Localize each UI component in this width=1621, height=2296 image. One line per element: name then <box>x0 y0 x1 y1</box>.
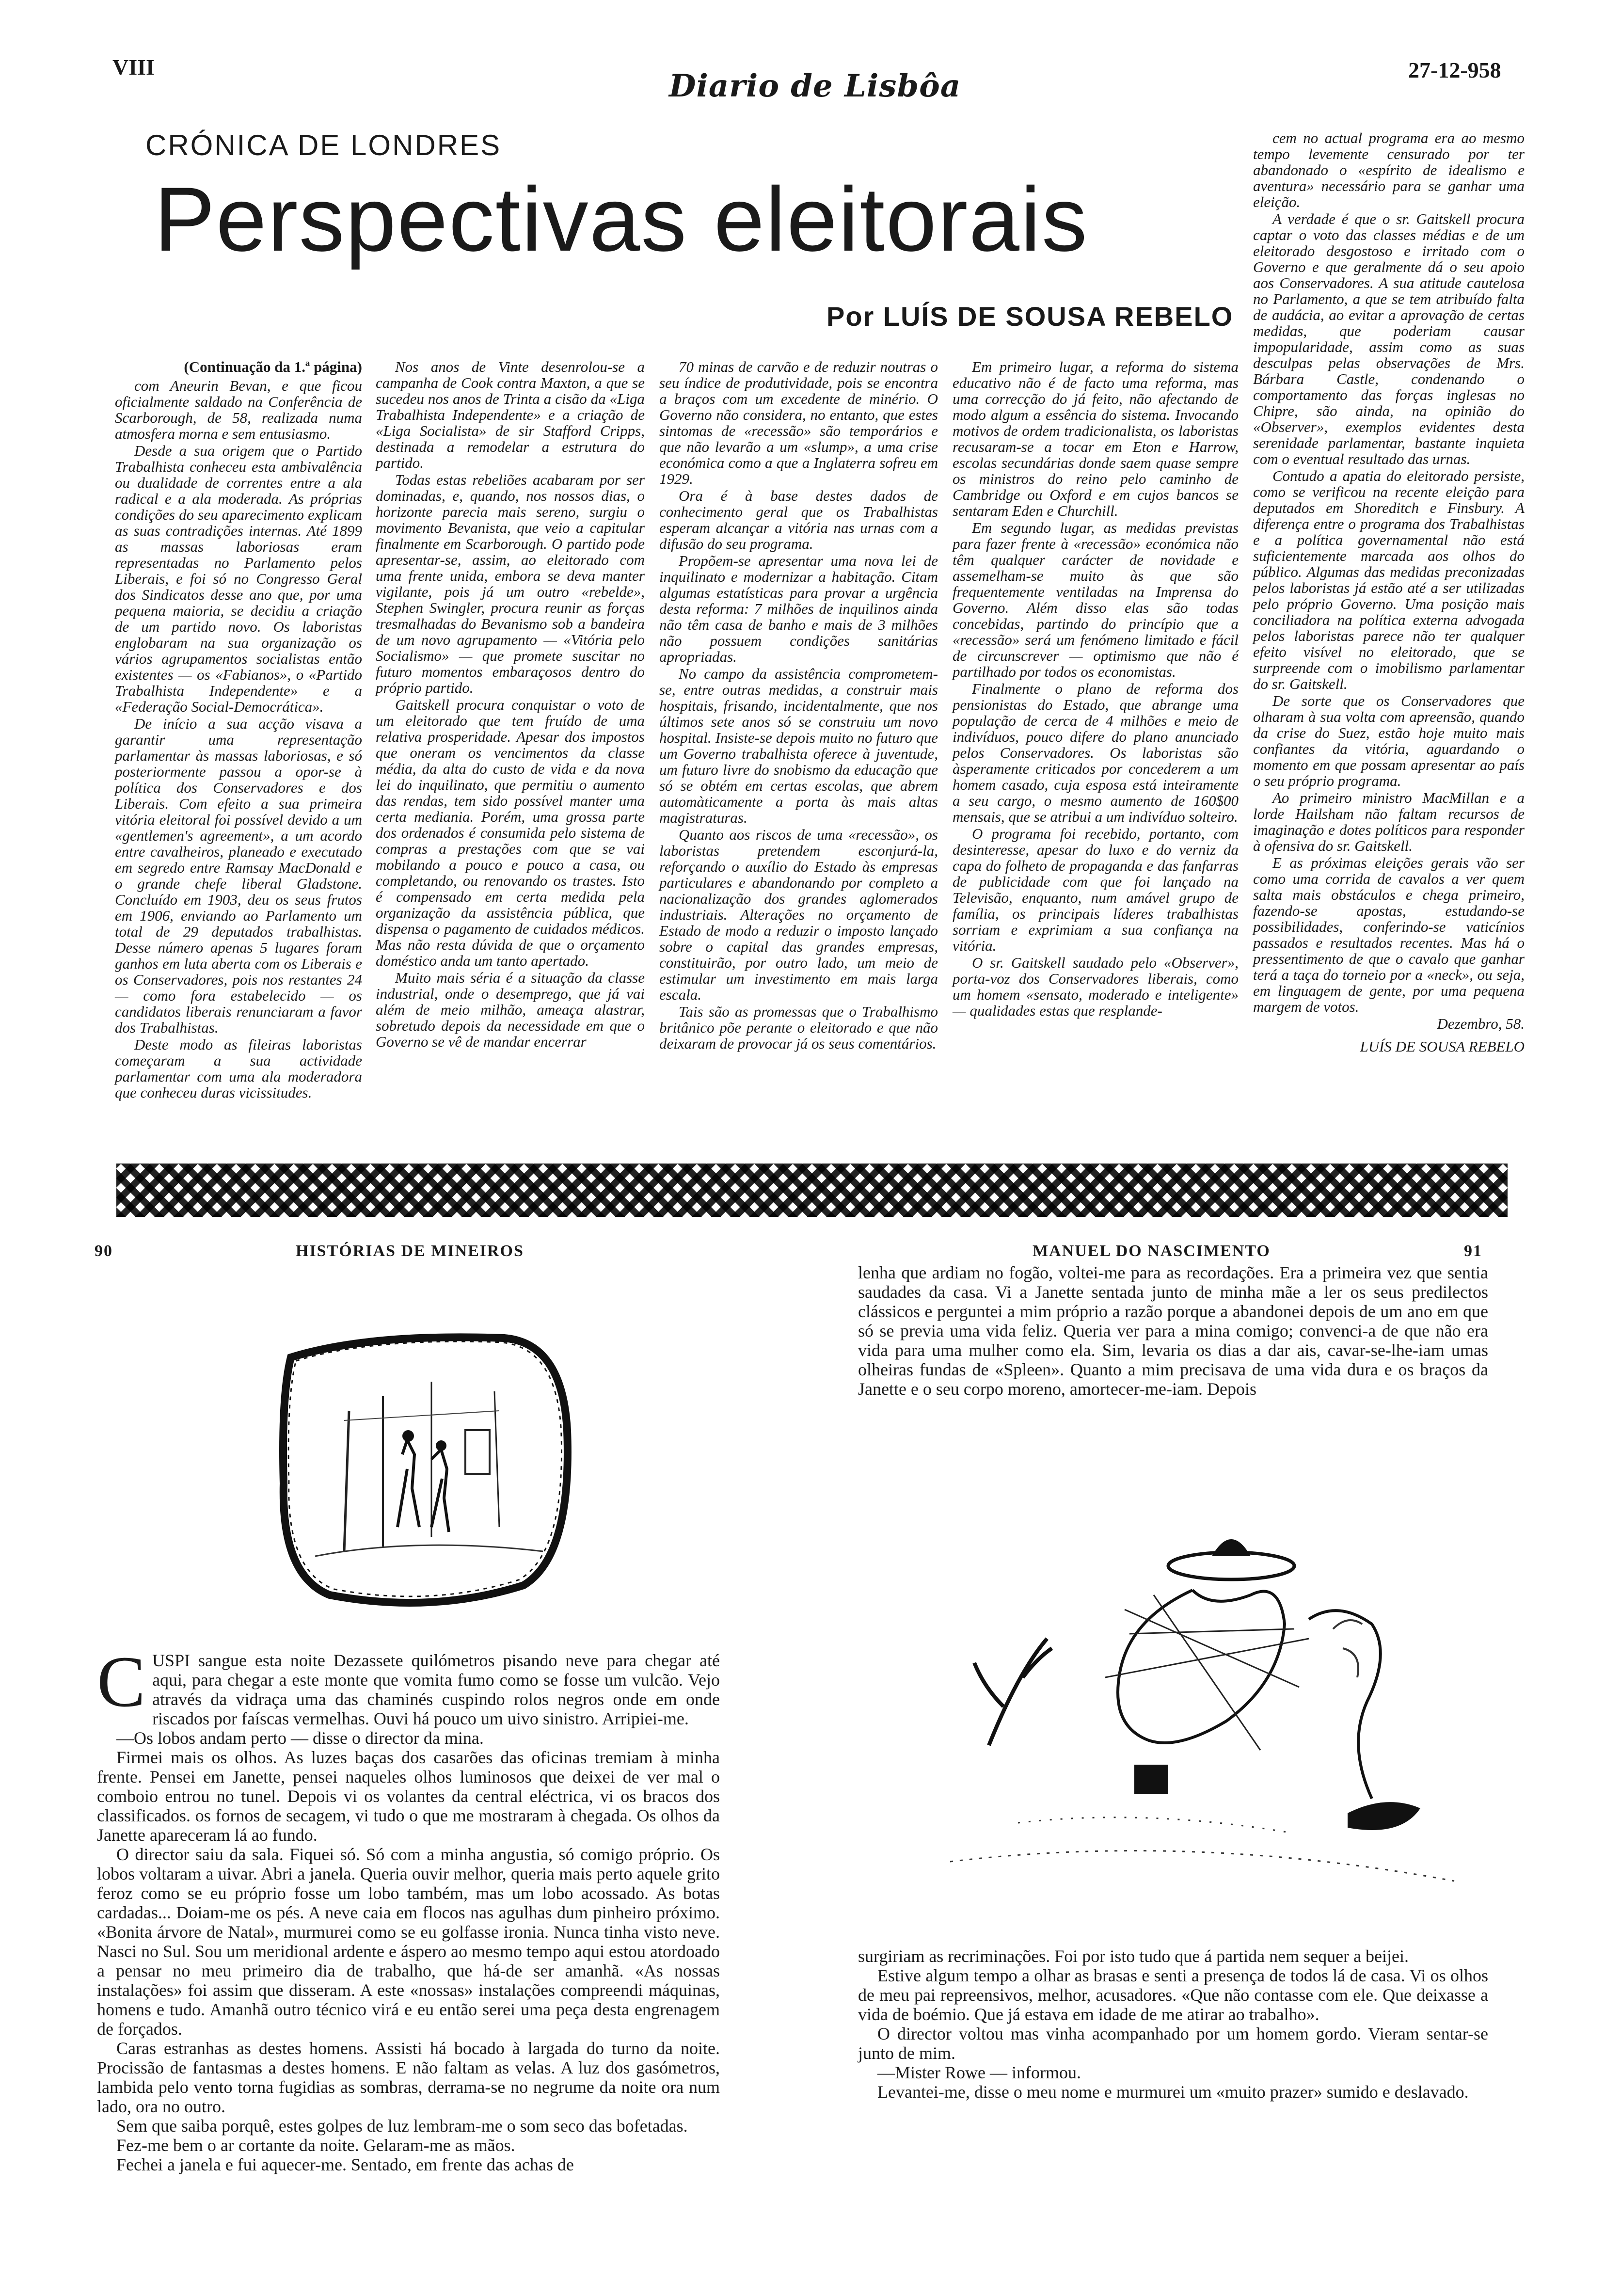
paragraph: O director voltou mas vinha acompanhado por um homem gordo. Vieram sentar-se junto de mim. <box>858 2024 1488 2063</box>
paragraph: O director saiu da sala. Fiquei só. Só com a minha angustia, só comigo próprio. Os lobos voltaram a uivar. Abri a janela. Queria ouvir melhor, queria mais perto aquele grito feroz como se eu próprio fosse um lobo também, mas um lobo acossado. As botas cardadas... Doiam-me os pés. A neve caia em flocos nas agulhas dum pinheiro próximo. «Bonita árvore de Natal», murmurei como se eu golfasse ironia. Nunca tinha visto neve. Nasci no Sul. Sou um meridional ardente e áspero ao mesmo tempo aqui estou atordoado a pensar no meu primeiro dia de trabalho, que há-de ser amanhã. «As nossas instalações» foi assim que disseram. A este «nossas» instalações compreendi máquinas, homens e tudo. Amanhã outro técnico virá e eu então serei uma peça desta engrenagem de forçados. <box>97 1845 720 2039</box>
paragraph: Tais são as promessas que o Trabalhismo britânico põe perante o eleitorado e que não deixaram de provocar já os seus comentários. <box>659 1003 938 1052</box>
paragraph: USPI sangue esta noite Dezassete quilómetros pisando neve para chegar até aqui, para chegar a este monte que vomita fumo como se fosse um vulcão. Vejo através da vidraça uma das chaminés cuspindo rolos negros onde em onde riscados por faíscas vermelhas. Ouvi há pouco um uivo sinistro. Arripiei-me. <box>152 1651 720 1728</box>
article-title: Perspectivas eleitorais <box>154 168 1088 270</box>
article-column-1 <box>115 359 362 1120</box>
article-signature: LUÍS DE SOUSA REBELO <box>1360 1038 1525 1055</box>
article-column-3 <box>659 359 938 1120</box>
paragraph: cem no actual programa era ao mesmo tempo levemente censurado por ter abandonado o «espírito de idealismo e aventura» necessário para se ganhar uma eleição. <box>1253 129 1525 210</box>
paragraph: Sem que saiba porquê, estes golpes de luz lembram-me o som seco das bofetadas. <box>116 2116 688 2136</box>
decorative-checker-band <box>116 1164 1508 1217</box>
article-byline: Por LUÍS DE SOUSA REBELO <box>826 301 1234 332</box>
paragraph: lenha que ardiam no fogão, voltei-me para as recordações. Era a primeira vez que sentia saudades da casa. Vi a Janette sentada junto de minha mãe a ler os seus predilectos clássicos e perguntei a mim próprio a razão porque a abandonei depois de um ano em que só se previa uma vida feliz. Queria ver para a mina comigo; convenci-a de que não era vida para uma mulher como ela. Sim, levaria os dias a dar ais, cavar-se-lhe-iam umas olheiras fundas de «Spleen». Quanto a mim precisava de uma vida dura e os braços da Janette e o seu corpo moreno, amortecer-me-iam. Depois <box>858 1263 1488 1399</box>
paragraph: A verdade é que o sr. Gaitskell procura captar o voto das classes médias e de um eleitorado desgostoso e irritado com o Governo e que geralmente dá o seu apoio aos Conservadores. A sua atitude cautelosa no Parlamento, a que se tem atribuído falta de audácia, ao evitar a aprovação de certas medidas, que poderiam causar impopularidade, assim como as suas desculpas pelas observações de Mrs. Bárbara Castle, condenando o comportamento das forças inglesas no Chipre, são ainda, na opinião do «Observer», exemplos evidentes desta serenidade parlamentar, bastante inquieta com o eventual resultado das urnas. <box>1253 210 1525 467</box>
left-page-number: 90 <box>95 1242 113 1260</box>
paragraph: De início a sua acção visava a garantir uma representação parlamentar às massas laboriosas, e só posteriormente passou a opor-se à política dos Conservadores e dos Liberais. Com efeito a sua primeira vitória eleitoral foi possível devido a um «gentlemen's agreement», a um acordo entre cavalheiros, planeado e executado em segredo entre Ramsay MacDonald e o grande chefe liberal Gladstone. Concluído em 1903, deu os seus frutos em 1906, enviando ao Parlamento um total de 29 deputados trabalhistas. Desse número apenas 5 lugares foram ganhos em luta aberta com os Liberais e os Conservadores, pois nos restantes 24 — como fora estabelecido — os candidatos liberais renunciaram a favor dos Trabalhistas. <box>115 715 362 1036</box>
paragraph: Ao primeiro ministro MacMillan e a lorde Hailsham não faltam recursos de imaginação e dotes políticos para responder à ofensiva do sr. Gaitskell. <box>1253 789 1525 854</box>
paragraph: surgiriam as recriminações. Foi por isto tudo que á partida nem sequer a beijei. <box>858 1946 1409 1966</box>
right-page-top-text <box>858 1263 1488 1447</box>
paragraph: Gaitskell procura conquistar o voto de um eleitorado que tem fruído de uma relativa prosperidade. Apesar dos impostos que oneram os vencimentos da classe média, da alta do custo de vida e da nova lei do inquilinato, que permitiu o aumento das rendas, tem sido possível manter uma certa mediania. Porém, uma grossa parte dos ordenados é consumida pelo sistema de compras a prestações com que se vai mobilando a pouco e pouco a casa, ou completando, ou renovando os trastes. Isto é compensado em certa medida pela organização da assistência pública, que dispensa o pagamento de cuidados médicos. Mas não resta dúvida de que o orçamento doméstico anda um tanto apertado. <box>376 696 645 969</box>
paragraph: Fez-me bem o ar cortante da noite. Gelaram-me as mãos. <box>116 2136 515 2155</box>
right-running-title: MANUEL DO NASCIMENTO <box>1033 1242 1271 1260</box>
drop-cap: C <box>97 1642 146 1722</box>
paragraph: O sr. Gaitskell saudado pelo «Observer», porta-voz dos Conservadores liberais, como um homem «sensato, moderado e inteligente» — qualidades estas que resplande- <box>953 954 1239 1019</box>
paragraph: Fechei a janela e fui aquecer-me. Sentado, em frente das achas de <box>116 2155 574 2174</box>
paragraph: Em primeiro lugar, a reforma do sistema educativo não é de facto uma reforma, mas uma correcção do já feito, não afectando de modo algum a essência do sistema. Invocando motivos de ordem tradicionalista, os laboristas recusaram-se a tocar em Eton e Harrow, escolas secundárias donde saem quase sempre os ministros do reino pelo caminho de Cambridge ou Oxford e em cujos bancos se sentaram Eden e Churchill. <box>953 358 1239 519</box>
horseman-illustration <box>921 1474 1478 1900</box>
left-running-title: HISTÓRIAS DE MINEIROS <box>296 1242 524 1260</box>
paragraph: —Mister Rowe — informou. <box>877 2063 1081 2082</box>
paragraph: Deste modo as fileiras laboristas começaram a sua actividade parlamentar com uma ala moderadora que conheceu duras vicissitudes. <box>115 1036 362 1101</box>
paragraph: com Aneurin Bevan, e que ficou oficialmente saldado na Conferência de Scarborough, de 58, realizada numa atmosfera morna e sem entusiasmo. <box>115 377 362 442</box>
paragraph: Firmei mais os olhos. As luzes baças dos casarões das oficinas tremiam à minha frente. Pensei em Janette, pensei naqueles olhos luminosos que deixei de ver mal o comboio entrou no tunel. Depois vi os volantes da central eléctrica, vi os bracos dos classificados. os fornos de secagem, vi tudo o que me mostraram à chegada. Os olhos da Janette apareceram lá ao fundo. <box>97 1748 720 1845</box>
miners-illustration <box>271 1323 582 1614</box>
left-page-text <box>97 1642 720 2199</box>
paragraph: Muito mais séria é a situação da classe industrial, onde o desemprego, que já vai além de meio milhão, ameaça alastrar, sobretudo depois da necessidade em que o Governo se vê de mandar encerrar <box>376 969 645 1050</box>
paragraph: Desde a sua origem que o Partido Trabalhista conheceu esta ambivalência ou dualidade de correntes entre a ala radical e a ala moderada. As próprias condições do seu aparecimento explicam as suas contradições internas. Até 1899 as massas laboriosas eram representadas no Parlamento pelos Liberais, e foi só no Congresso Geral dos Sindicatos desse ano que, por uma pequena maioria, se decidiu a criação de um partido novo. Os laboristas englobaram na sua organização os vários agrupamentos socialistas então existentes — os «Fabianos», o «Partido Trabalhista Independente» e a «Federação Social-Democrática». <box>115 442 362 715</box>
paragraph: De sorte que os Conservadores que olharam à sua volta com apreensão, quando da crise do Suez, estão hoje muito mais confiantes da vitória, aguardando o momento em que possam apresentar ao país o seu próprio programa. <box>1253 692 1525 789</box>
right-page-number: 91 <box>1464 1242 1482 1260</box>
paragraph: 70 minas de carvão e de reduzir noutras o seu índice de produtividade, pois se encontra a braços com um excedente de minério. O Governo não considera, no entanto, que estes sintomas de «recessão» são temporários e que não levarão a um «slump», a uma crise económica como a que a Inglaterra sofreu em 1929. <box>659 358 938 487</box>
section-kicker: CRÓNICA DE LONDRES <box>145 129 502 161</box>
paragraph: Propõem-se apresentar uma nova lei de inquilinato e modernizar a habitação. Citam algumas estatísticas para provar a urgência desta reforma: 7 milhões de inquilinos ainda não têm casa de banho e mais de 3 milhões não possuem condições sanitárias apropriadas. <box>659 552 938 665</box>
paragraph: Caras estranhas as destes homens. Assisti há bocado à largada do turno da noite. Procissão de fantasmas a destes homens. E não faltam as velas. A luz dos gasómetros, lambida pelo vento torna fugidias as sombras, derrama-se no negrume da noite ora num lado, ora no outro. <box>97 2039 720 2116</box>
article-column-4 <box>953 359 1239 1120</box>
article-column-2 <box>376 359 645 1120</box>
paragraph: Quanto aos riscos de uma «recessão», os laboristas pretendem esconjurá-la, reforçando o auxílio do Estado às empresas particulares e abandonando por completo a nacionalização dos grandes aglomerados industriais. Alterações no orçamento de Estado de modo a reduzir o imposto lançado sobre o capital das grandes empresas, constituirão, por outro lado, um meio de estimular um investimento em mais larga escala. <box>659 826 938 1003</box>
masthead: Diario de Lisbôa <box>669 68 961 104</box>
paragraph: Todas estas rebeliões acabaram por ser dominadas, e, quando, nos nossos dias, o horizonte parecia mais sereno, surgiu o movimento Bevanista, que veio a capitular finalmente em Scarborough. O partido pode apresentar-se, assim, ao eleitorado com uma frente unida, embora se deva manter vigilante, pois já um outro «rebelde», Stephen Swingler, procura reunir as forças tresmalhadas do Bevanismo sob a bandeira de um novo agrupamento — «Vitória pelo Socialismo» — que promete suscitar no futuro momentos embaraçosos dentro do próprio partido. <box>376 471 645 696</box>
paragraph: E as próximas eleições gerais vão ser como uma corrida de cavalos a ver quem salta mais obstáculos e chega primeiro, fazendo-se apostas, estudando-se possibilidades, conferindo-se vaticínios passados e resultados recentes. Mas há o pressentimento de que o cavalo que ganhar terá a taça do torneio por a «neck», ou seja, em linguagem de gente, por uma pequena margem de votos. <box>1253 854 1525 1015</box>
issue-date: 27-12-958 <box>1408 58 1501 82</box>
paragraph: —Os lobos andam perto — disse o director da mina. <box>116 1728 484 1748</box>
paragraph: Levantei-me, disse o meu nome e murmurei um «muito prazer» sumido e deslavado. <box>877 2082 1469 2102</box>
paragraph: Estive algum tempo a olhar as brasas e senti a presença de todos lá de casa. Vi os olhos de meu pai repreensivos, melhor, acusadores. «Que não contasse com ele. Que deixasse a vida de boémio. Que já estava em idade de me atirar ao trabalho». <box>858 1966 1488 2024</box>
paragraph: No campo da assistência comprometem-se, entre outras medidas, a construir mais hospitais, frisando, incidentalmente, que nos últimos sete anos só se construiu um novo hospital. Insiste-se depois muito no futuro que um Governo trabalhista oferece à juventude, um futuro livre do snobismo da educação que só se obtém em certas escolas, que abrem automàticamente a porta às mais altas magistraturas. <box>659 665 938 826</box>
paragraph: Ora é à base destes dados de conhecimento geral que os Trabalhistas esperam alcançar a vitória nas urnas com a difusão do seu programa. <box>659 487 938 552</box>
article-column-5 <box>1253 130 1525 1124</box>
right-page-bottom-text <box>858 1946 1488 2199</box>
dateline: Dezembro, 58. <box>1437 1015 1525 1032</box>
continuation-note: (Continuação da 1.ª página) <box>184 358 362 375</box>
page-number: VIII <box>112 55 155 80</box>
paragraph: Finalmente o plano de reforma dos pensionistas do Estado, que abrange uma população de cerca de 4 milhões e meio de indivíduos, pouco difere do plano anunciado pelos Conservadores. Os laboristas são àsperamente criticados por concederem a um homem casado, cuja esposa está inteiramente a seu cargo, o mesmo aumento de 160$00 mensais, que se atribui a um indivíduo solteiro. <box>953 680 1239 825</box>
paragraph: Em segundo lugar, as medidas previstas para fazer frente à «recessão» económica não têm qualquer carácter de novidade e assemelham-se muito às que são frequentemente ventiladas na Imprensa do Governo. Além disso elas são todas concebidas, partindo do princípio que a «recessão» será um fenómeno limitado e fácil de circunscrever — optimismo que não é partilhado por todos os economistas. <box>953 519 1239 680</box>
paragraph: Contudo a apatia do eleitorado persiste, como se verificou na recente eleição para deputados em Shoreditch e Finsbury. A diferença entre o programa dos Trabalhistas e a política governamental não está suficientemente marcada aos olhos do público. Algumas das medidas preconizadas pelos laboristas já estão até a ser utilizadas pelo próprio Governo. Uma posição mais conciliadora na política externa advogada pelos laboristas parece não ter qualquer efeito visível no eleitorado, que se surpreende com o imobilismo parlamentar do sr. Gaitskell. <box>1253 467 1525 692</box>
paragraph: O programa foi recebido, portanto, com desinteresse, apesar do luxo e do verniz da capa do folheto de propaganda e das fanfarras de publicidade com que foi lançado na Televisão, enquanto, num amável grupo de família, os principais líderes trabalhistas sorriam e exprimiam a sua confiança na vitória. <box>953 825 1239 954</box>
paragraph: Nos anos de Vinte desenrolou-se a campanha de Cook contra Maxton, a que se sucedeu nos anos de Trinta a cisão da «Liga Trabalhista Independente» e a criação de «Liga Socialista» de sir Stafford Cripps, destinada a remodelar a estrutura do partido. <box>376 358 645 471</box>
